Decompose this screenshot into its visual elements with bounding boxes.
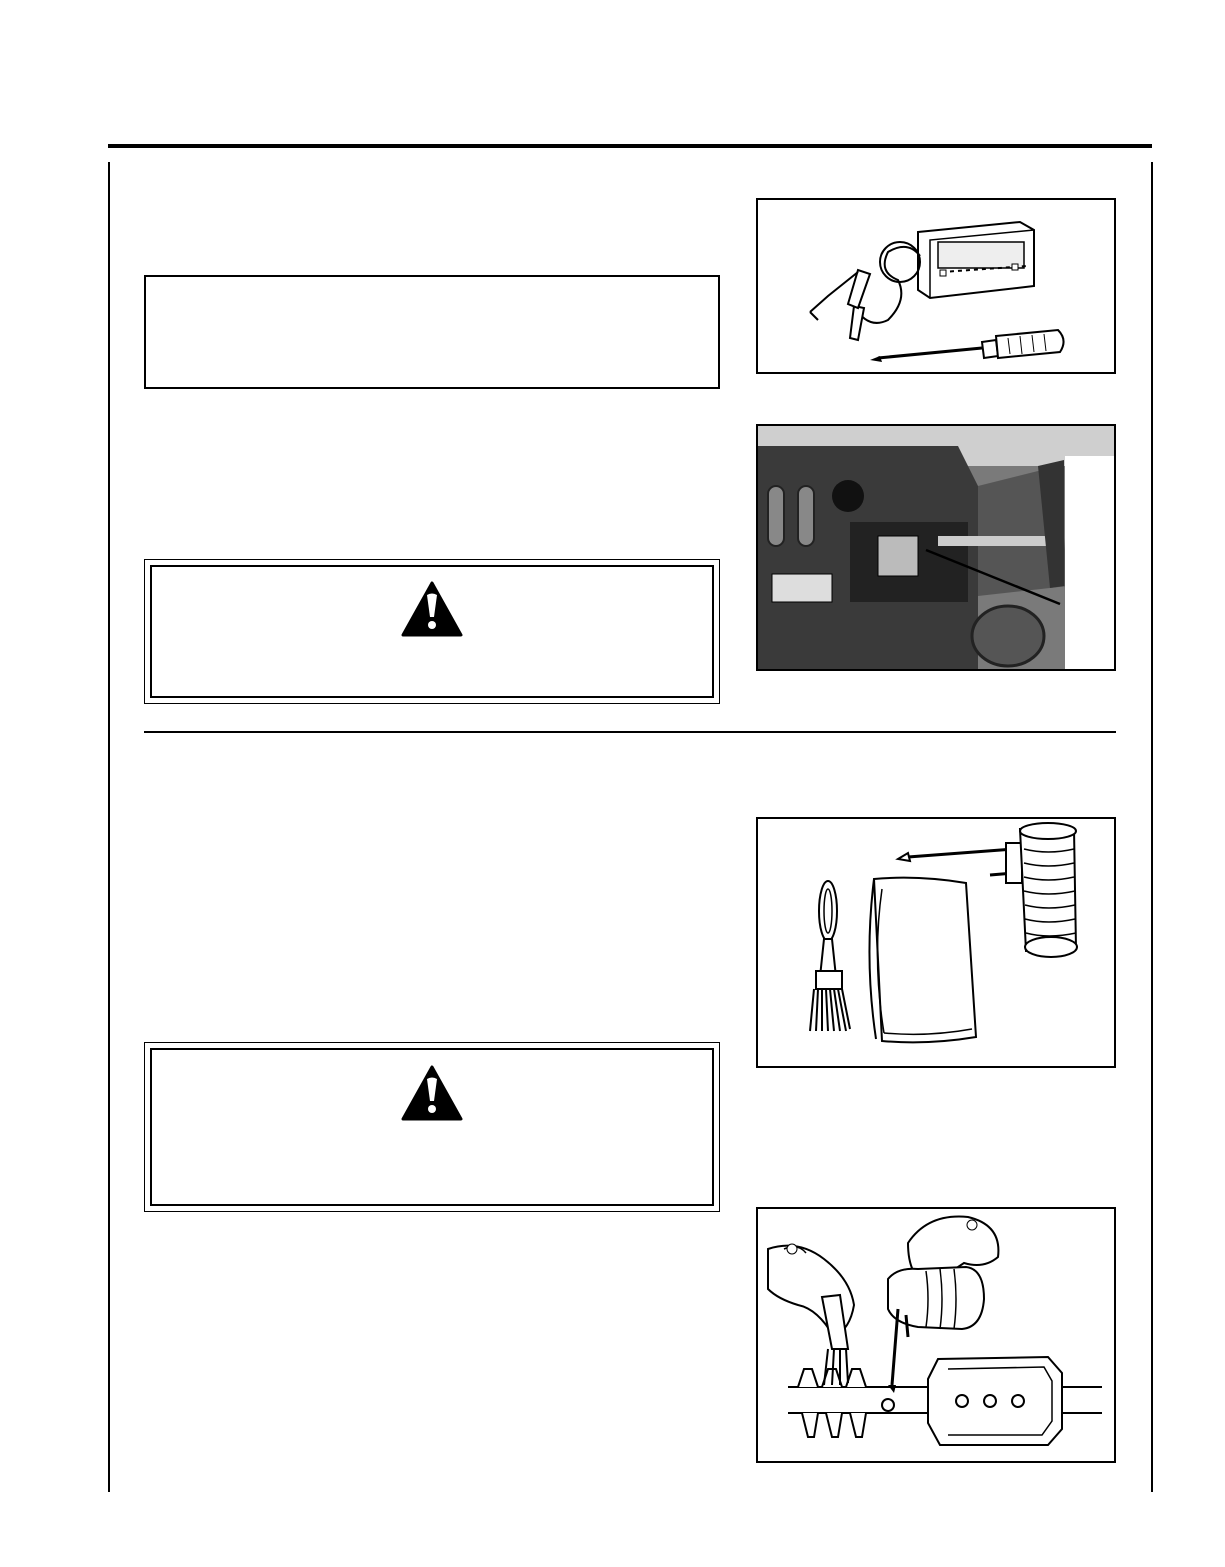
battery-tester-screwdriver-illustration bbox=[758, 200, 1114, 372]
header-rule bbox=[108, 144, 1152, 148]
figure-cleaning-tools bbox=[756, 817, 1116, 1068]
note-box bbox=[144, 275, 720, 389]
figure-lubrication-procedure bbox=[756, 1207, 1116, 1463]
left-margin-rule bbox=[108, 162, 110, 1492]
right-margin-rule bbox=[1151, 162, 1153, 1492]
warning-triangle-icon bbox=[401, 1065, 463, 1121]
warning-triangle-icon bbox=[401, 581, 463, 637]
figure-tester-and-screwdriver bbox=[756, 198, 1116, 374]
warning-box bbox=[144, 559, 720, 704]
figure-engine-detail-photo bbox=[756, 424, 1116, 671]
brush-rag-grease-gun-illustration bbox=[758, 819, 1114, 1066]
warning-box bbox=[144, 1042, 720, 1212]
engine-photo bbox=[758, 426, 1114, 669]
lubricating-hands-illustration bbox=[758, 1209, 1114, 1461]
section-divider bbox=[144, 731, 1116, 733]
